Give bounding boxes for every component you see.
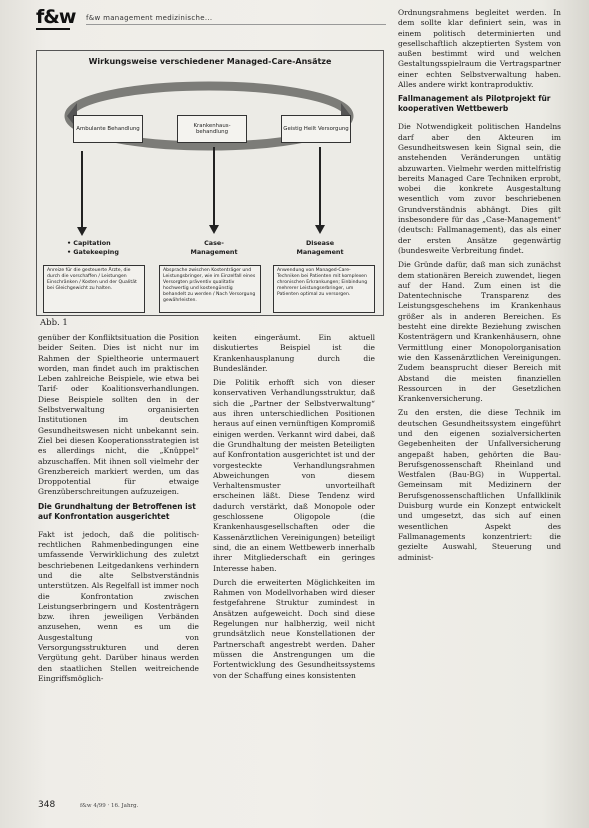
process-box-2: Krankenhaus-behandlung: [177, 115, 247, 143]
publication-info: f&w 4/99 · 16. Jahrg.: [80, 803, 139, 809]
figure-caption: Abb. 1: [40, 318, 68, 328]
process-box-1: Ambulante Behandlung: [73, 115, 143, 143]
col2-paragraph-3: Durch die erweiterten Möglichkeiten im Rahmen von Modellvorhaben wird dieser festgefahrene Struktur zumindest in Ansätzen aufgeweicht. Doch sind diese Regelungen nur halbherzig, weil nicht grundsätzlich neue Konstellationen der Partnerschaft angestrebt werden. Daher müssen die Anstrengungen um die Fortentwicklung des Gesundheitssystems von der Schaffung eines konsistenten: [213, 577, 375, 680]
column-1: [38, 333, 199, 688]
col3-heading: Fallmanagement als Pilotprojekt für kooperativen Wettbewerb: [398, 94, 551, 114]
col2-paragraph-1: keiten eingeräumt. Ein aktuell diskutiertes Beispiel ist die Krankenhausplanung durch die Bundesländer.: [213, 333, 375, 373]
category-capitation: • Capitation • Gatekeeping: [67, 239, 119, 256]
column-3: [398, 8, 561, 567]
logo: f&w: [36, 6, 76, 28]
description-disease-management: Anwendung von Managed-Care-Techniken bei Patienten mit komplexen chronischen Erkrankungen; Einbindung mehrerer Leistungserbringer, um Patienten optimal zu versorgen.: [273, 265, 375, 313]
col2-paragraph-2: Die Politik erhofft sich von dieser konservativen Verhandlungsstruktur, daß sich die „Partner der Selbstverwaltung“ aus ihren unterschiedlichen Positionen heraus auf einen vernünftigen Kompromiß einigen werden. Verkannt wird dabei, daß die Grundhaltung der meisten Beteiligten auf Konfrontation ausgerichtet ist und der vorgesteckte Verhandlungsrahmen Abweichungen von diesem Verhaltensmuster unvorteilhaft erscheinen läßt. Diese Tendenz wird dadurch verstärkt, daß Monopole oder geschlossene Oligopole (die Krankenhausgesellschaften oder die Kassenärztlichen Vereinigungen) beteiligt sind, die an einem Wettbewerb innerhalb ihrer Mitgliederschaft ein geringes Interesse haben.: [213, 378, 376, 573]
category-disease-management: Disease Management: [296, 239, 344, 256]
running-header: f&w management medizinische...: [86, 14, 213, 22]
arrow-case-management: [213, 147, 215, 229]
arrow-head-2: [209, 225, 219, 235]
logo-underline: [36, 28, 70, 30]
figure-title: Wirkungsweise verschiedener Managed-Care-Ansätze: [88, 57, 332, 66]
col1-paragraph: genüber der Konfliktsituation die Position beider Seiten. Dies ist nicht nur im Rahmen der Spieltheorie untermauert worden, man findet auch im praktischen Leben zahlreiche Beispiele, wie etwa bei Tarif- oder Koalitionsverhandlungen. Diese Beispiele sollten den in der Selbstverwaltung organisierten Institutionen im deutschen Gesundheitswesen nicht unbekannt sein. Ziel bei diesen Kooperationsstrategien ist es allerdings nicht, die „Knüppel“ abzuschaffen. Mit ihnen soll vielmehr der Grenzbereich markiert werden, um das Droppotential für etwaige Grenzüberschreitungen aufzuzeigen.: [38, 333, 199, 497]
column-2: [213, 333, 375, 685]
col3-paragraph-4: Zu den ersten, die diese Technik im deutschen Gesundheitssystem eingeführt und den eigenen sozialversicherten Gegebenheiten der Unfallversicherung angepaßt haben, gehörten die Bau-Berufsgenossenschaft Rheinland und Westfalen (Bau-BG) in Wuppertal. Gemeinsam mit Medizinern der Berufsgenossenschaftlichen Unfallklinik Duisburg wurde ein Konzept entwickelt und umgesetzt, das sich auf einen wesentlichen Aspekt des Fallmanagements konzentriert: die gezielte Auswahl, Steuerung und administ-: [398, 408, 561, 562]
arrow-capitation: [81, 151, 83, 231]
col1-heading: Die Grundhaltung der Betroffenen ist auf Konfrontation ausgerichtet: [38, 501, 196, 521]
col3-paragraph-1: Ordnungsrahmens begleitet werden. In dem sollte klar definiert sein, was in einem politisch determinierten und gesellschaftlich akzeptierten System von außen bestimmt wird und welchen Gestaltungsspielraum die Vertragspartner einer echten Selbstverwaltung haben. Alles andere wirkt kontraproduktiv.: [398, 8, 561, 90]
col3-paragraph-2: Die Notwendigkeit politischen Handelns darf aber den Akteuren im Gesundheitswesen kein Signal sein, die anstehenden Veränderungen untätig abzuwarten. Vielmehr werden mittelfristig bereits Managed Care Techniken erprobt, wobei die konkrete Ausgestaltung wesentlich vom zuvor beschriebenen Grundverständnis abhängt. Dies gilt insbesondere für das „Case-Management“ (deutsch: Fallmanagement), das als einer der ersten Ansätze gegenwärtig (bundesweite Verbreitung findet.: [398, 122, 561, 255]
process-box-3: Geistig Heilt Versorgung: [281, 115, 351, 143]
col3-paragraph-3: Die Gründe dafür, daß man sich zunächst dem stationären Bereich zuwendet, liegen auf der Hand. Zum einen ist die Datentechnische Transparenz des Leistungsgeschehens im Krankenhaus größer als in anderen Bereichen. Es besteht eine direkte Beziehung zwischen Kostenträgern und Krankenhäusern, ohne Vermittlung einer Monopolorganisation wie den Kassenärztlichen Vereinigungen. Zudem beansprucht dieser Bereich mit Abstand die meisten finanziellen Ressourcen in der Gesetzlichen Krankenversicherung.: [398, 260, 561, 404]
description-case-management: Absprache zwischen Kostenträger und Leistungsbringer, wie im Einzelfall eines Versorgten präventiv qualitativ hochwertig und kostengünstig behandelt zu werden / Nach Versorgung gewährleisten.: [159, 265, 261, 313]
arrow-head-3: [315, 225, 325, 235]
arrow-disease-management: [319, 147, 321, 229]
figure-managed-care: [36, 50, 384, 316]
page-number: 348: [38, 800, 56, 810]
col1-paragraph-2: Fakt ist jedoch, daß die politisch-rechtlichen Rahmenbedingungen eine umfassende Verwirklichung des zuletzt beschriebenen Leitgedankens verhindern und die alte Selbstverständnis unterstützen. Als Regelfall ist immer noch die Konfrontation zwischen Leistungserbringern und Kostenträgern bzw. ihren jeweiligen Verbänden anzusehen, wenn es um die Ausgestaltung von Versorgungsstrukturen und deren Vergütung geht. Darüber hinaus werden den staatlichen Stellen weitreichende Eingriffsmöglich-: [38, 529, 199, 683]
description-capitation: Anreize für die gesteuerte Ärzte, die durch die vorschaffen / Leistungen Einschränken / Kosten und der Qualität bei Gleichgewicht zu halten.: [43, 265, 145, 313]
category-case-management: Case- Management: [190, 239, 238, 256]
arrow-head-1: [77, 227, 87, 237]
header-divider: [86, 24, 386, 25]
